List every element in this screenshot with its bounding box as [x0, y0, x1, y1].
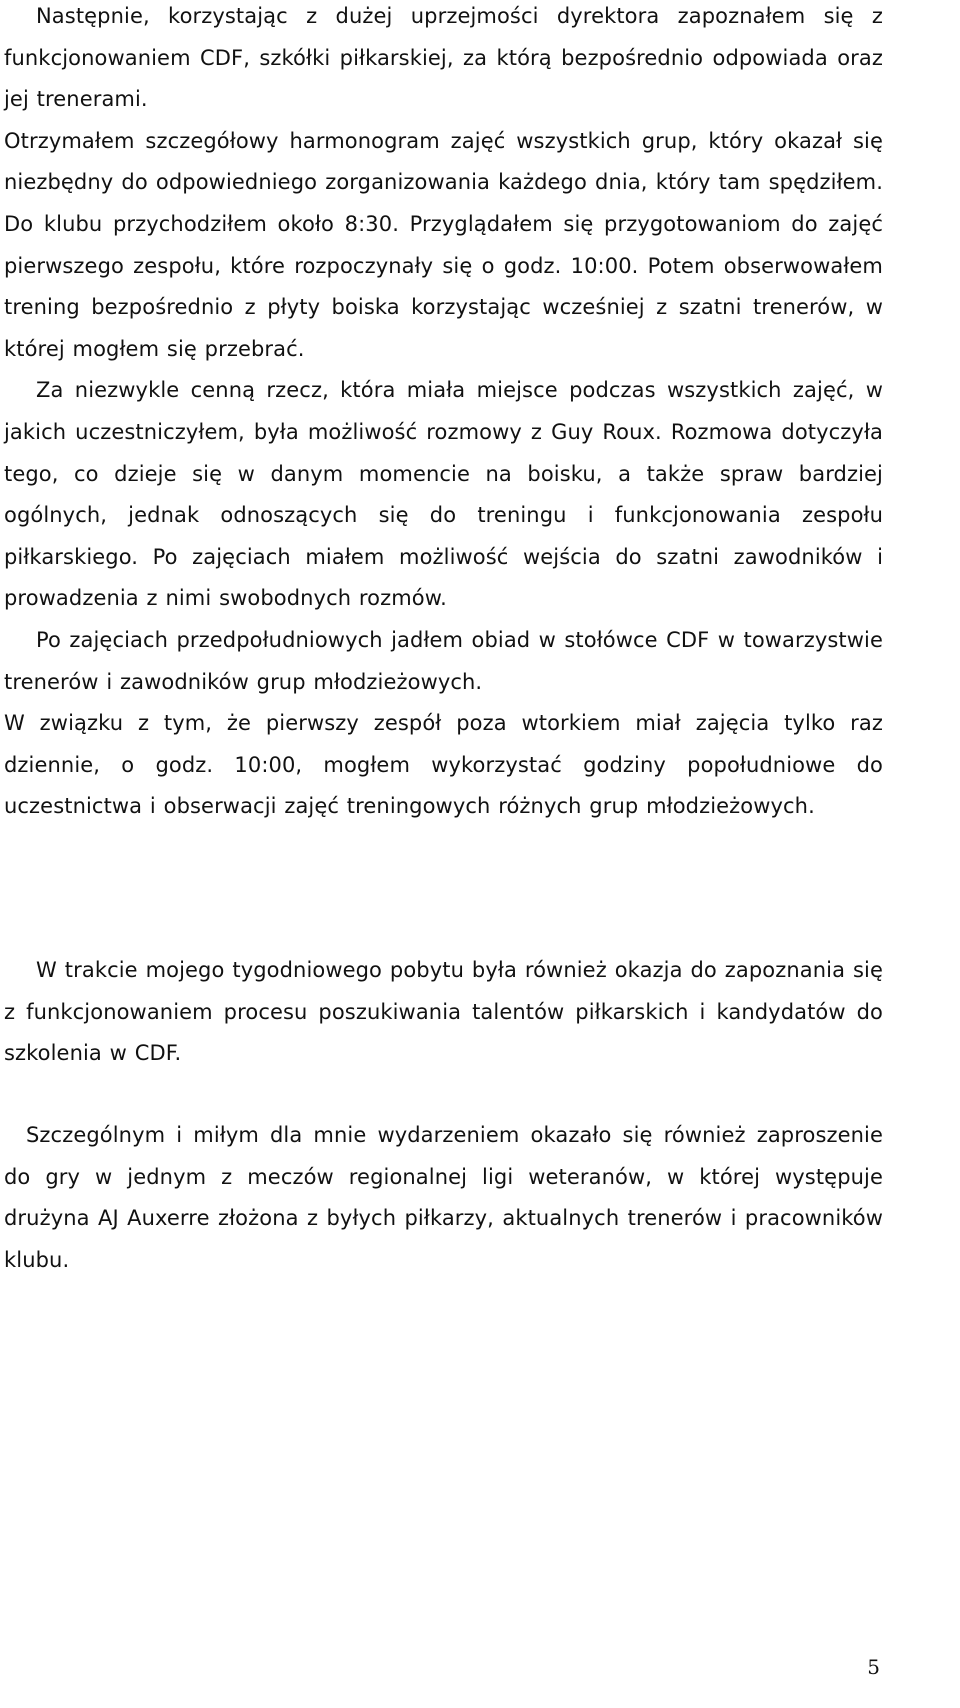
text-section-talents: [4, 950, 883, 1075]
text-section-main: [4, 0, 883, 828]
paragraph-veterans: Szczególnym i miłym dla mnie wydarzeniem okazało się również zaproszenie do gry w jednym z meczów regionalnej ligi weteranów, w której występuje drużyna AJ Auxerre złożona z byłych piłkarzy, aktualnych trenerów i pracowników klubu.: [4, 1123, 883, 1272]
paragraph-afternoon: W związku z tym, że pierwszy zespół poza wtorkiem miał zajęcia tylko raz dziennie, o godz. 10:00, mogłem wykorzystać godziny popołudniowe do uczestnictwa i obserwacji zajęć treningowych różnych grup młodzieżowych.: [4, 711, 883, 819]
paragraph-talents: W trakcie mojego tygodniowego pobytu była również okazja do zapoznania się z funkcjonowaniem procesu poszukiwania talentów piłkarskich i kandydatów do szkolenia w CDF.: [4, 958, 883, 1066]
paragraph-schedule: Otrzymałem szczegółowy harmonogram zajęć wszystkich grup, który okazał się niezbędny do odpowiedniego zorganizowania każdego dnia, który tam spędziłem. Do klubu przychodziłem około 8:30. Przyglądałem się przygotowaniom do zajęć pierwszego zespołu, które rozpoczynały się o godz. 10:00. Potem obserwowałem trening bezpośrednio z płyty boiska korzystając wcześniej z szatni trenerów, w której mogłem się przebrać.: [4, 128, 883, 361]
paragraph-lunch: Po zajęciach przedpołudniowych jadłem obiad w stołówce CDF w towarzystwie trenerów i zawodników grup młodzieżowych.: [4, 627, 883, 694]
paragraph-director: Następnie, korzystając z dużej uprzejmości dyrektora zapoznałem się z funkcjonowaniem CDF, szkółki piłkarskiej, za którą bezpośrednio odpowiada oraz jej trenerami.: [4, 4, 883, 112]
page-number: 5: [867, 1655, 880, 1679]
text-section-veterans: [4, 1115, 883, 1281]
paragraph-guy-roux: Za niezwykle cenną rzecz, która miała miejsce podczas wszystkich zajęć, w jakich uczestniczyłem, była możliwość rozmowy z Guy Roux. Rozmowa dotyczyła tego, co dzieje się w danym momencie na boisku, a także spraw bardziej ogólnych, jednak odnoszących się do treningu i funkcjonowania zespołu piłkarskiego. Po zajęciach miałem możliwość wejścia do szatni zawodników i prowadzenia z nimi swobodnych rozmów.: [4, 378, 883, 611]
